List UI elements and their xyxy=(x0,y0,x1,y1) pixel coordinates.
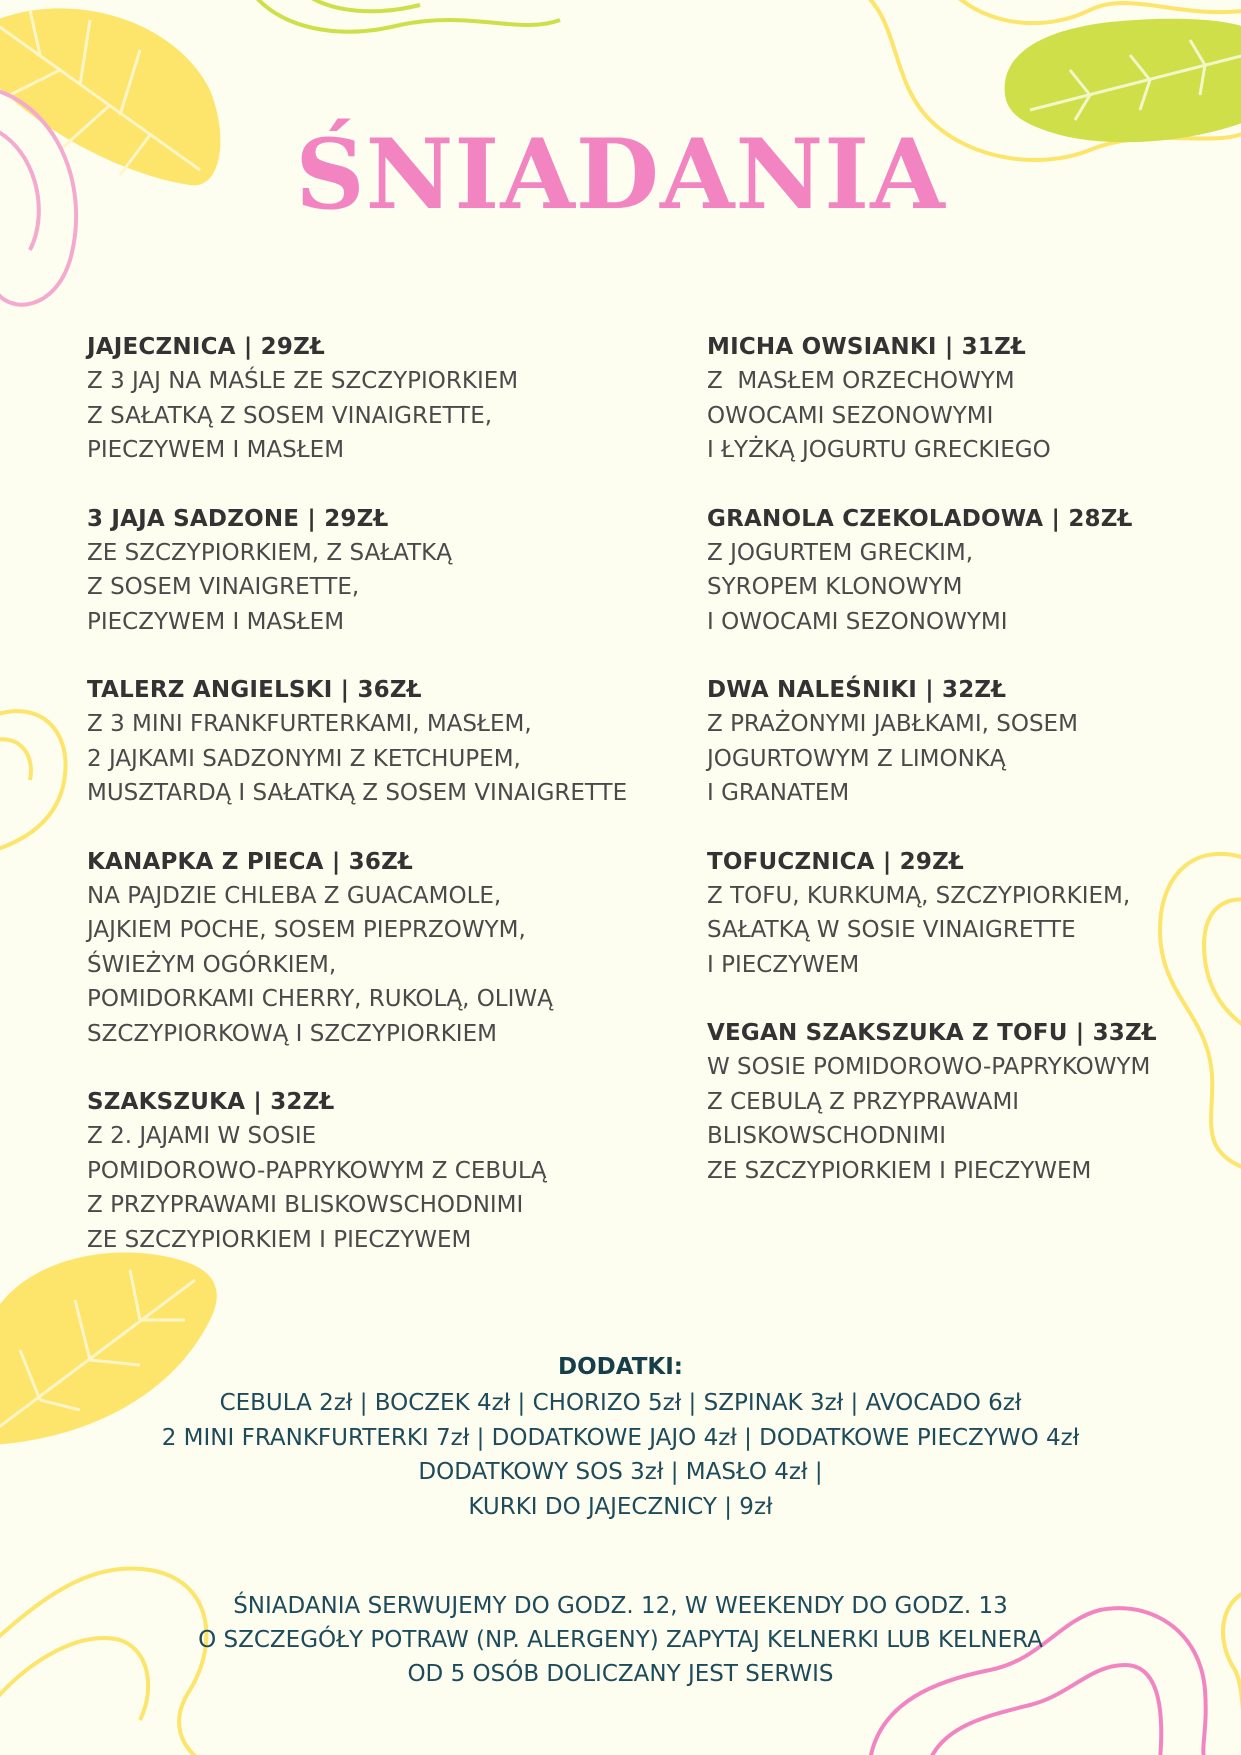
menu-item-name: JAJECZNICA | 29ZŁ xyxy=(87,334,325,360)
menu-item-name: DWA NALEŚNIKI | 32ZŁ xyxy=(707,677,1007,703)
description-line: 2 JAJKAMI SADZONYMI Z KETCHUPEM, xyxy=(87,745,521,772)
extras-section xyxy=(0,1350,1241,1524)
description-line: Z TOFU, KURKUMĄ, SZCZYPIORKIEM, xyxy=(707,882,1131,909)
menu-item-name: SZAKSZUKA | 32ZŁ xyxy=(87,1089,335,1115)
description-line: BLISKOWSCHODNIMI xyxy=(707,1123,947,1149)
description-line: Z PRZYPRAWAMI BLISKOWSCHODNIMI xyxy=(87,1192,524,1218)
menu-item xyxy=(87,1085,647,1257)
footer-line: ŚNIADANIA SERWUJEMY DO GODZ. 12, W WEEKENDY DO GODZ. 13 xyxy=(233,1593,1008,1619)
menu-item xyxy=(707,330,1227,468)
description-line: OWOCAMI SEZONOWYMI xyxy=(707,402,994,429)
menu-item xyxy=(87,845,647,1052)
description-line: PIECZYWEM I MASŁEM xyxy=(87,437,345,463)
menu-column-left xyxy=(87,330,647,1291)
description-line: NA PAJDZIE CHLEBA Z GUACAMOLE, xyxy=(87,882,502,909)
menu-item xyxy=(87,673,647,811)
description-line: JAJKIEM POCHE, SOSEM PIEPRZOWYM, xyxy=(87,917,526,943)
menu-item-description xyxy=(707,364,1227,468)
description-line: Z MASŁEM ORZECHOWYM xyxy=(707,368,1015,394)
description-line: I ŁYŻKĄ JOGURTU GRECKIEGO xyxy=(707,437,1051,463)
extras-line: KURKI DO JAJECZNICY | 9zł xyxy=(468,1493,773,1520)
description-line: ZE SZCZYPIORKIEM I PIECZYWEM xyxy=(707,1157,1092,1184)
description-line: Z CEBULĄ Z PRZYPRAWAMI xyxy=(707,1088,1020,1115)
description-line: ŚWIEŻYM OGÓRKIEM, xyxy=(87,951,337,978)
description-line: POMIDORKAMI CHERRY, RUKOLĄ, OLIWĄ xyxy=(87,986,553,1012)
menu-item-description xyxy=(707,879,1227,983)
description-line: Z SAŁATKĄ Z SOSEM VINAIGRETTE, xyxy=(87,402,493,429)
menu-item-description xyxy=(87,879,647,1052)
description-line: SAŁATKĄ W SOSIE VINAIGRETTE xyxy=(707,917,1076,943)
menu-item-name: 3 JAJA SADZONE | 29ZŁ xyxy=(87,505,389,532)
menu-item-name: TALERZ ANGIELSKI | 36ZŁ xyxy=(87,677,422,703)
menu-item-name: TOFUCZNICA | 29ZŁ xyxy=(707,848,964,875)
description-line: POMIDOROWO-PAPRYKOWYM Z CEBULĄ xyxy=(87,1157,547,1184)
footer-line: O SZCZEGÓŁY POTRAW (NP. ALERGENY) ZAPYTAJ KELNERKI LUB KELNERA xyxy=(198,1627,1043,1653)
menu-item-name: KANAPKA Z PIECA | 36ZŁ xyxy=(87,848,413,875)
description-line: Z PRAŻONYMI JABŁKAMI, SOSEM xyxy=(707,711,1078,737)
description-line: I PIECZYWEM xyxy=(707,951,860,978)
menu-item-description xyxy=(707,707,1227,811)
footer-notes xyxy=(0,1589,1241,1691)
menu-item xyxy=(87,502,647,640)
menu-item xyxy=(87,330,647,468)
extras-line: 2 MINI FRANKFURTERKI 7zł | DODATKOWE JAJO 4zł | DODATKOWE PIECZYWO 4zł xyxy=(161,1424,1080,1451)
menu-item xyxy=(707,1016,1227,1188)
description-line: I OWOCAMI SEZONOWYMI xyxy=(707,608,1008,635)
description-line: SYROPEM KLONOWYM xyxy=(707,574,963,600)
menu-item xyxy=(707,673,1227,811)
description-line: SZCZYPIORKOWĄ I SZCZYPIORKIEM xyxy=(87,1020,497,1047)
menu-item-description xyxy=(87,1119,647,1257)
extras-line: DODATKOWY SOS 3zł | MASŁO 4zł | xyxy=(418,1459,823,1485)
lime-curve-top xyxy=(250,0,560,32)
description-line: JOGURTOWYM Z LIMONKĄ xyxy=(707,745,1006,772)
menu-item-description xyxy=(87,364,647,468)
menu-item-description xyxy=(707,536,1227,640)
description-line: W SOSIE POMIDOROWO-PAPRYKOWYM xyxy=(707,1054,1151,1080)
menu-item xyxy=(707,845,1227,983)
description-line: Z SOSEM VINAIGRETTE, xyxy=(87,574,360,600)
description-line: MUSZTARDĄ I SAŁATKĄ Z SOSEM VINAIGRETTE xyxy=(87,780,628,806)
extras-heading: DODATKI: xyxy=(557,1354,684,1380)
menu-item-name: MICHA OWSIANKI | 31ZŁ xyxy=(707,334,1026,360)
description-line: Z 3 JAJ NA MAŚLE ZE SZCZYPIORKIEM xyxy=(87,368,519,394)
description-line: Z 3 MINI FRANKFURTERKAMI, MASŁEM, xyxy=(87,711,532,737)
menu-item-description xyxy=(87,536,647,640)
menu-column-right xyxy=(707,330,1227,1222)
menu-item xyxy=(707,502,1227,640)
description-line: ZE SZCZYPIORKIEM I PIECZYWEM xyxy=(87,1226,472,1253)
description-line: Z 2. JAJAMI W SOSIE xyxy=(87,1123,317,1149)
menu-item-name: GRANOLA CZEKOLADOWA | 28ZŁ xyxy=(707,505,1133,532)
extras-line: CEBULA 2zł | BOCZEK 4zł | CHORIZO 5zł | SZPINAK 3zł | AVOCADO 6zł xyxy=(219,1390,1022,1416)
menu-item-description xyxy=(707,1050,1227,1188)
yellow-curve-mid-left xyxy=(0,711,66,850)
footer-line: OD 5 OSÓB DOLICZANY JEST SERWIS xyxy=(407,1661,834,1687)
description-line: Z JOGURTEM GRECKIM, xyxy=(707,539,974,566)
menu-item-description xyxy=(87,707,647,811)
menu-item-name: VEGAN SZAKSZUKA Z TOFU | 33ZŁ xyxy=(707,1020,1157,1046)
page-title: ŚNIADANIA xyxy=(295,118,946,231)
description-line: PIECZYWEM I MASŁEM xyxy=(87,608,345,635)
description-line: ZE SZCZYPIORKIEM, Z SAŁATKĄ xyxy=(87,539,452,566)
description-line: I GRANATEM xyxy=(707,780,850,806)
